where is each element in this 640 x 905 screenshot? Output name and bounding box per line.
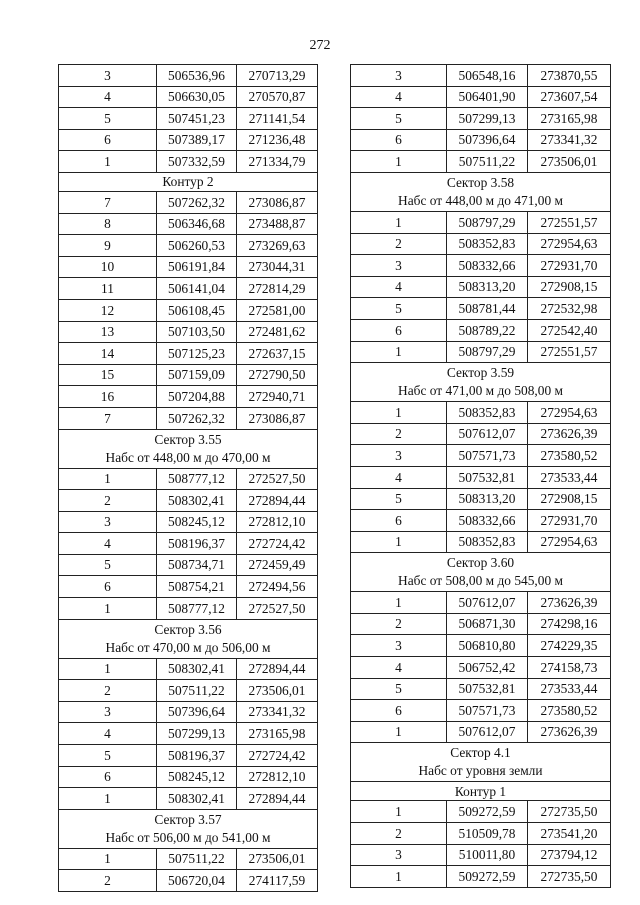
x-coordinate-cell: 508734,71	[157, 554, 237, 576]
x-coordinate-cell: 507396,64	[447, 129, 528, 151]
section-header-row	[351, 782, 611, 801]
coordinates-table-left	[58, 64, 318, 892]
table-row	[351, 276, 611, 298]
point-number-cell: 6	[351, 510, 447, 532]
section-title: Сектор 3.57	[154, 811, 222, 827]
y-coordinate-cell: 273506,01	[237, 680, 318, 702]
table-row	[351, 531, 611, 553]
table-row	[59, 407, 318, 429]
y-coordinate-cell: 273533,44	[528, 466, 611, 488]
x-coordinate-cell: 507103,50	[157, 321, 237, 343]
table-row	[351, 635, 611, 657]
section-header-cell	[59, 619, 318, 658]
table-row	[351, 108, 611, 130]
table-row	[59, 364, 318, 386]
point-number-cell: 4	[59, 86, 157, 108]
x-coordinate-cell: 510509,78	[447, 823, 528, 845]
table-row	[59, 658, 318, 680]
y-coordinate-cell: 274158,73	[528, 657, 611, 679]
point-number-cell: 6	[351, 319, 447, 341]
point-number-cell: 4	[351, 86, 447, 108]
x-coordinate-cell: 508302,41	[157, 490, 237, 512]
y-coordinate-cell: 273580,52	[528, 445, 611, 467]
y-coordinate-cell: 273506,01	[528, 151, 611, 173]
y-coordinate-cell: 273488,87	[237, 213, 318, 235]
point-number-cell: 5	[351, 108, 447, 130]
section-header-cell	[351, 743, 611, 782]
point-number-cell: 3	[351, 65, 447, 87]
x-coordinate-cell: 507532,81	[447, 678, 528, 700]
table-row	[59, 848, 318, 870]
x-coordinate-cell: 507612,07	[447, 592, 528, 614]
table-row	[351, 466, 611, 488]
y-coordinate-cell: 272931,70	[528, 255, 611, 277]
table-row	[59, 151, 318, 173]
point-number-cell: 4	[351, 657, 447, 679]
x-coordinate-cell: 508777,12	[157, 468, 237, 490]
table-row	[351, 700, 611, 722]
x-coordinate-cell: 508352,83	[447, 233, 528, 255]
section-title: Сектор 3.55	[154, 431, 222, 447]
x-coordinate-cell: 507332,59	[157, 151, 237, 173]
y-coordinate-cell: 272527,50	[237, 598, 318, 620]
x-coordinate-cell: 507511,22	[447, 151, 528, 173]
y-coordinate-cell: 273607,54	[528, 86, 611, 108]
y-coordinate-cell: 272551,57	[528, 341, 611, 363]
table-row	[59, 468, 318, 490]
x-coordinate-cell: 508245,12	[157, 766, 237, 788]
point-number-cell: 7	[59, 191, 157, 213]
point-number-cell: 1	[59, 468, 157, 490]
x-coordinate-cell: 506346,68	[157, 213, 237, 235]
section-header-cell	[351, 172, 611, 211]
point-number-cell: 10	[59, 256, 157, 278]
x-coordinate-cell: 508797,29	[447, 341, 528, 363]
section-title: Сектор 3.58	[446, 174, 515, 190]
point-number-cell: 5	[59, 108, 157, 130]
x-coordinate-cell: 508789,22	[447, 319, 528, 341]
x-coordinate-cell: 508777,12	[157, 598, 237, 620]
point-number-cell: 3	[59, 65, 157, 87]
point-number-cell: 1	[351, 402, 447, 424]
y-coordinate-cell: 273794,12	[528, 844, 611, 866]
x-coordinate-cell: 506401,90	[447, 86, 528, 108]
x-coordinate-cell: 507511,22	[157, 680, 237, 702]
x-coordinate-cell: 507125,23	[157, 343, 237, 365]
point-number-cell: 4	[59, 533, 157, 555]
table-row	[59, 65, 318, 87]
x-coordinate-cell: 509272,59	[447, 866, 528, 888]
y-coordinate-cell: 272551,57	[528, 211, 611, 233]
x-coordinate-cell: 507612,07	[447, 721, 528, 743]
table-row	[351, 657, 611, 679]
section-subtitle: Набс от 448,00 м до 471,00 м	[398, 192, 563, 208]
point-number-cell: 3	[59, 701, 157, 723]
table-row	[59, 701, 318, 723]
x-coordinate-cell: 507389,17	[157, 129, 237, 151]
table-row	[59, 235, 318, 257]
point-number-cell: 1	[59, 848, 157, 870]
point-number-cell: 5	[351, 678, 447, 700]
section-subtitle: Набс от 506,00 м до 541,00 м	[105, 829, 271, 845]
point-number-cell: 1	[351, 866, 447, 888]
x-coordinate-cell: 507396,64	[157, 701, 237, 723]
y-coordinate-cell: 272481,62	[237, 321, 318, 343]
table-row	[59, 788, 318, 810]
x-coordinate-cell: 508196,37	[157, 533, 237, 555]
table-row	[59, 680, 318, 702]
y-coordinate-cell: 272931,70	[528, 510, 611, 532]
x-coordinate-cell: 507262,32	[157, 407, 237, 429]
x-coordinate-cell: 510011,80	[447, 844, 528, 866]
table-row	[59, 386, 318, 408]
table-row	[59, 554, 318, 576]
point-number-cell: 2	[351, 823, 447, 845]
table-row	[351, 721, 611, 743]
table-row	[351, 129, 611, 151]
x-coordinate-cell: 507571,73	[447, 700, 528, 722]
point-number-cell: 1	[351, 592, 447, 614]
x-coordinate-cell: 508797,29	[447, 211, 528, 233]
x-coordinate-cell: 507262,32	[157, 191, 237, 213]
table-row	[59, 213, 318, 235]
section-title: Контур 1	[454, 783, 507, 799]
section-header-cell	[59, 172, 318, 191]
table-row	[351, 319, 611, 341]
table-row	[59, 870, 318, 892]
y-coordinate-cell: 273341,32	[237, 701, 318, 723]
section-subtitle: Набс от 448,00 м до 470,00 м	[105, 449, 271, 465]
table-row	[59, 86, 318, 108]
section-header-cell	[59, 429, 318, 468]
y-coordinate-cell: 273626,39	[528, 721, 611, 743]
section-header-row	[59, 172, 318, 191]
point-number-cell: 1	[351, 151, 447, 173]
section-title: Сектор 3.59	[446, 365, 515, 381]
section-header-row	[59, 619, 318, 658]
y-coordinate-cell: 272532,98	[528, 298, 611, 320]
y-coordinate-cell: 273626,39	[528, 423, 611, 445]
y-coordinate-cell: 272724,42	[237, 745, 318, 767]
x-coordinate-cell: 508332,66	[447, 510, 528, 532]
x-coordinate-cell: 507299,13	[157, 723, 237, 745]
x-coordinate-cell: 507159,09	[157, 364, 237, 386]
x-coordinate-cell: 507612,07	[447, 423, 528, 445]
table-row	[59, 576, 318, 598]
section-header-row	[351, 172, 611, 211]
x-coordinate-cell: 508245,12	[157, 511, 237, 533]
table-row	[351, 844, 611, 866]
section-subtitle: Набс от 470,00 м до 506,00 м	[105, 639, 271, 655]
x-coordinate-cell: 508781,44	[447, 298, 528, 320]
x-coordinate-cell: 508302,41	[157, 788, 237, 810]
y-coordinate-cell: 274229,35	[528, 635, 611, 657]
table-row	[59, 490, 318, 512]
y-coordinate-cell: 272494,56	[237, 576, 318, 598]
point-number-cell: 2	[59, 680, 157, 702]
point-number-cell: 7	[59, 407, 157, 429]
y-coordinate-cell: 273580,52	[528, 700, 611, 722]
point-number-cell: 1	[351, 341, 447, 363]
table-row	[59, 191, 318, 213]
y-coordinate-cell: 271236,48	[237, 129, 318, 151]
table-row	[59, 278, 318, 300]
point-number-cell: 1	[59, 788, 157, 810]
table-row	[351, 823, 611, 845]
y-coordinate-cell: 272954,63	[528, 531, 611, 553]
point-number-cell: 5	[59, 554, 157, 576]
x-coordinate-cell: 507571,73	[447, 445, 528, 467]
point-number-cell: 2	[351, 613, 447, 635]
y-coordinate-cell: 272908,15	[528, 488, 611, 510]
point-number-cell: 6	[59, 129, 157, 151]
point-number-cell: 2	[59, 490, 157, 512]
section-header-row	[351, 743, 611, 782]
point-number-cell: 1	[351, 531, 447, 553]
y-coordinate-cell: 271334,79	[237, 151, 318, 173]
x-coordinate-cell: 507299,13	[447, 108, 528, 130]
table-row	[59, 745, 318, 767]
section-header-cell	[59, 809, 318, 848]
y-coordinate-cell: 273044,31	[237, 256, 318, 278]
x-coordinate-cell: 506141,04	[157, 278, 237, 300]
x-coordinate-cell: 507204,88	[157, 386, 237, 408]
point-number-cell: 2	[351, 233, 447, 255]
table-row	[351, 402, 611, 424]
y-coordinate-cell: 272894,44	[237, 658, 318, 680]
y-coordinate-cell: 273541,20	[528, 823, 611, 845]
point-number-cell: 16	[59, 386, 157, 408]
x-coordinate-cell: 506810,80	[447, 635, 528, 657]
point-number-cell: 6	[59, 766, 157, 788]
x-coordinate-cell: 508352,83	[447, 402, 528, 424]
y-coordinate-cell: 272908,15	[528, 276, 611, 298]
y-coordinate-cell: 273341,32	[528, 129, 611, 151]
y-coordinate-cell: 272812,10	[237, 766, 318, 788]
table-row	[59, 321, 318, 343]
y-coordinate-cell: 273870,55	[528, 65, 611, 87]
x-coordinate-cell: 508302,41	[157, 658, 237, 680]
x-coordinate-cell: 506720,04	[157, 870, 237, 892]
section-header-cell	[351, 363, 611, 402]
x-coordinate-cell: 508313,20	[447, 276, 528, 298]
y-coordinate-cell: 272542,40	[528, 319, 611, 341]
point-number-cell: 4	[351, 276, 447, 298]
y-coordinate-cell: 274298,16	[528, 613, 611, 635]
y-coordinate-cell: 272790,50	[237, 364, 318, 386]
section-title: Сектор 4.1	[450, 745, 511, 761]
section-title: Сектор 3.56	[154, 621, 222, 637]
point-number-cell: 6	[351, 700, 447, 722]
point-number-cell: 6	[59, 576, 157, 598]
y-coordinate-cell: 270713,29	[237, 65, 318, 87]
y-coordinate-cell: 272637,15	[237, 343, 318, 365]
point-number-cell: 6	[351, 129, 447, 151]
section-header-cell	[351, 553, 611, 592]
x-coordinate-cell: 506191,84	[157, 256, 237, 278]
y-coordinate-cell: 272581,00	[237, 299, 318, 321]
point-number-cell: 13	[59, 321, 157, 343]
x-coordinate-cell: 507532,81	[447, 466, 528, 488]
x-coordinate-cell: 508196,37	[157, 745, 237, 767]
point-number-cell: 3	[351, 445, 447, 467]
x-coordinate-cell: 507451,23	[157, 108, 237, 130]
section-title: Сектор 3.60	[446, 555, 515, 571]
point-number-cell: 9	[59, 235, 157, 257]
table-row	[351, 341, 611, 363]
point-number-cell: 1	[351, 721, 447, 743]
point-number-cell: 3	[59, 511, 157, 533]
table-row	[351, 65, 611, 87]
table-row	[59, 598, 318, 620]
table-row	[59, 533, 318, 555]
point-number-cell: 1	[351, 211, 447, 233]
section-subtitle: Набс от уровня земли	[418, 763, 543, 779]
y-coordinate-cell: 272894,44	[237, 788, 318, 810]
y-coordinate-cell: 272459,49	[237, 554, 318, 576]
y-coordinate-cell: 273165,98	[237, 723, 318, 745]
point-number-cell: 2	[59, 870, 157, 892]
table-row	[59, 723, 318, 745]
x-coordinate-cell: 506260,53	[157, 235, 237, 257]
table-row	[351, 866, 611, 888]
point-number-cell: 12	[59, 299, 157, 321]
y-coordinate-cell: 273626,39	[528, 592, 611, 614]
y-coordinate-cell: 273086,87	[237, 191, 318, 213]
point-number-cell: 3	[351, 635, 447, 657]
section-header-row	[59, 809, 318, 848]
point-number-cell: 5	[351, 488, 447, 510]
section-header-cell	[351, 782, 611, 801]
x-coordinate-cell: 508754,21	[157, 576, 237, 598]
y-coordinate-cell: 273506,01	[237, 848, 318, 870]
table-row	[351, 678, 611, 700]
point-number-cell: 2	[351, 423, 447, 445]
section-header-row	[351, 363, 611, 402]
y-coordinate-cell: 271141,54	[237, 108, 318, 130]
y-coordinate-cell: 272954,63	[528, 233, 611, 255]
table-row	[351, 86, 611, 108]
table-row	[351, 233, 611, 255]
table-row	[351, 211, 611, 233]
x-coordinate-cell: 506108,45	[157, 299, 237, 321]
table-row	[351, 801, 611, 823]
point-number-cell: 14	[59, 343, 157, 365]
x-coordinate-cell: 508313,20	[447, 488, 528, 510]
table-row	[351, 592, 611, 614]
table-row	[59, 511, 318, 533]
y-coordinate-cell: 272954,63	[528, 402, 611, 424]
point-number-cell: 3	[351, 255, 447, 277]
table-row	[351, 423, 611, 445]
x-coordinate-cell: 508352,83	[447, 531, 528, 553]
point-number-cell: 1	[59, 658, 157, 680]
y-coordinate-cell: 272527,50	[237, 468, 318, 490]
y-coordinate-cell: 272724,42	[237, 533, 318, 555]
section-subtitle: Набс от 471,00 м до 508,00 м	[398, 383, 563, 399]
page-number: 272	[309, 38, 331, 53]
table-row	[59, 129, 318, 151]
y-coordinate-cell: 272735,50	[528, 866, 611, 888]
point-number-cell: 15	[59, 364, 157, 386]
section-subtitle: Набс от 508,00 м до 545,00 м	[398, 573, 563, 589]
coordinates-table-right	[350, 64, 611, 888]
x-coordinate-cell: 506752,42	[447, 657, 528, 679]
table-row	[59, 766, 318, 788]
point-number-cell: 5	[351, 298, 447, 320]
table-row	[59, 108, 318, 130]
section-header-row	[59, 429, 318, 468]
x-coordinate-cell: 507511,22	[157, 848, 237, 870]
y-coordinate-cell: 272814,29	[237, 278, 318, 300]
y-coordinate-cell: 273269,63	[237, 235, 318, 257]
point-number-cell: 4	[59, 723, 157, 745]
table-row	[351, 613, 611, 635]
x-coordinate-cell: 506548,16	[447, 65, 528, 87]
x-coordinate-cell: 508332,66	[447, 255, 528, 277]
point-number-cell: 1	[59, 598, 157, 620]
point-number-cell: 1	[351, 801, 447, 823]
point-number-cell: 3	[351, 844, 447, 866]
y-coordinate-cell: 272940,71	[237, 386, 318, 408]
x-coordinate-cell: 509272,59	[447, 801, 528, 823]
y-coordinate-cell: 273086,87	[237, 407, 318, 429]
point-number-cell: 11	[59, 278, 157, 300]
y-coordinate-cell: 272735,50	[528, 801, 611, 823]
point-number-cell: 5	[59, 745, 157, 767]
section-header-row	[351, 553, 611, 592]
y-coordinate-cell: 272812,10	[237, 511, 318, 533]
y-coordinate-cell: 273533,44	[528, 678, 611, 700]
section-title: Контур 2	[162, 174, 214, 190]
table-row	[351, 510, 611, 532]
y-coordinate-cell: 273165,98	[528, 108, 611, 130]
table-row	[351, 445, 611, 467]
table-row	[59, 343, 318, 365]
table-row	[351, 488, 611, 510]
table-row	[351, 298, 611, 320]
point-number-cell: 1	[59, 151, 157, 173]
table-row	[59, 299, 318, 321]
point-number-cell: 8	[59, 213, 157, 235]
table-row	[351, 151, 611, 173]
x-coordinate-cell: 506630,05	[157, 86, 237, 108]
y-coordinate-cell: 270570,87	[237, 86, 318, 108]
table-row	[59, 256, 318, 278]
y-coordinate-cell: 274117,59	[237, 870, 318, 892]
point-number-cell: 4	[351, 466, 447, 488]
x-coordinate-cell: 506536,96	[157, 65, 237, 87]
table-row	[351, 255, 611, 277]
x-coordinate-cell: 506871,30	[447, 613, 528, 635]
y-coordinate-cell: 272894,44	[237, 490, 318, 512]
